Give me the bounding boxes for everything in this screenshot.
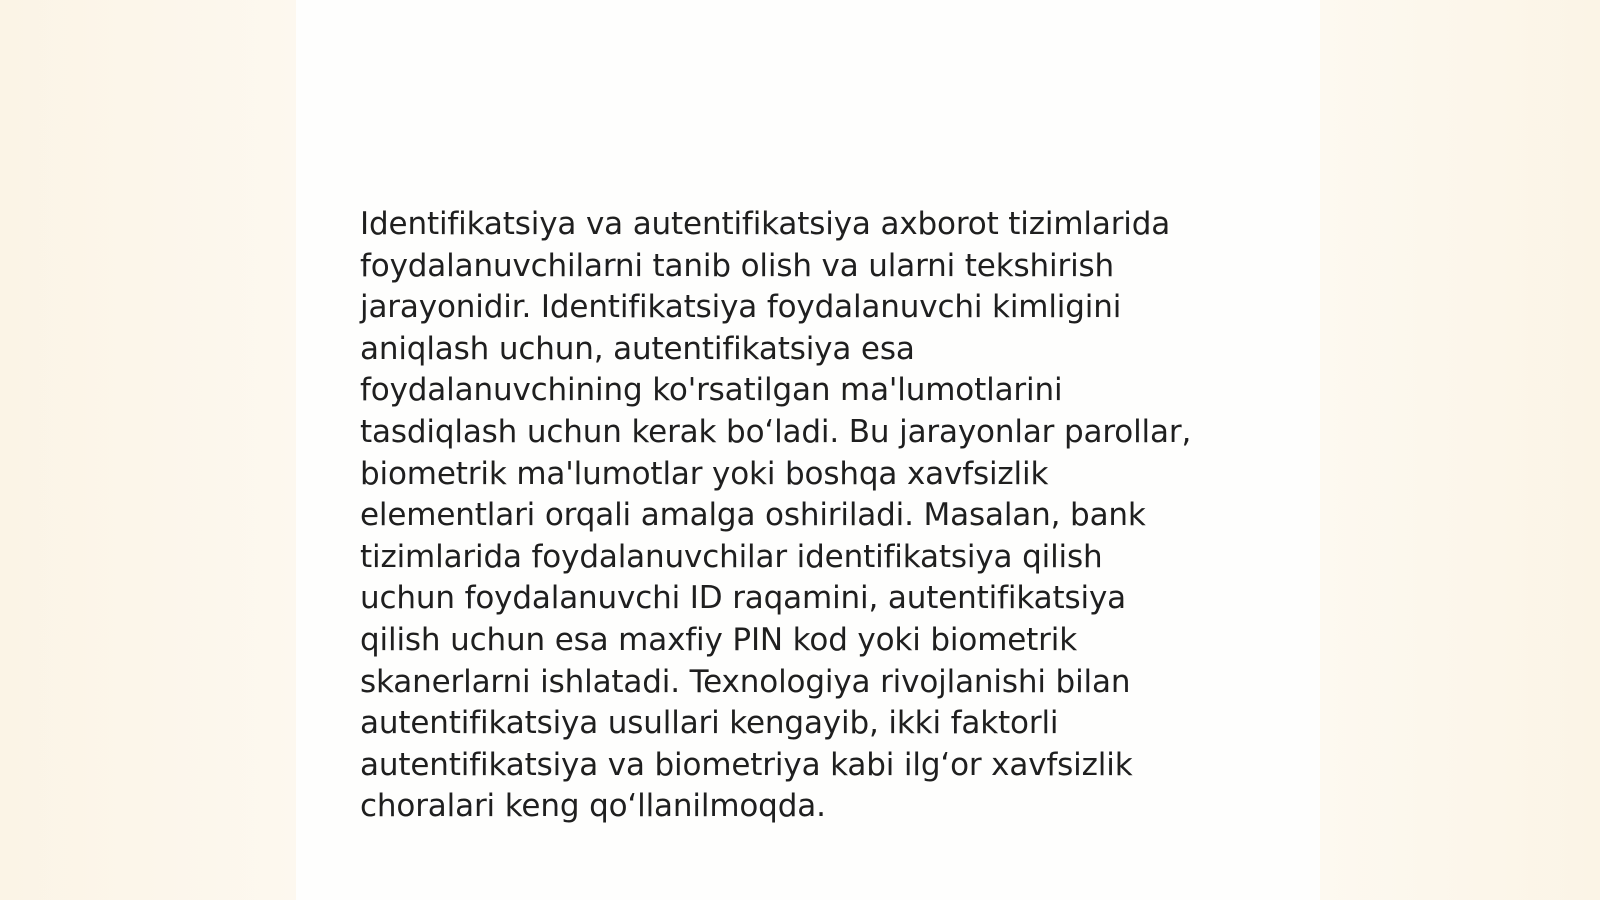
paragraph-line: foydalanuvchining ko'rsatilgan ma'lumotlarini (360, 372, 1063, 409)
paragraph-line: uchun foydalanuvchi ID raqamini, autentifikatsiya (360, 580, 1126, 617)
slide-paragraph (360, 204, 1250, 828)
paragraph-line: tizimlarida foydalanuvchilar identifikatsiya qilish (360, 538, 1103, 575)
paragraph-line: foydalanuvchilarni tanib olish va ularni tekshirish (360, 247, 1115, 284)
paragraph-line: skanerlarni ishlatadi. Texnologiya rivojlanishi bilan (360, 663, 1131, 700)
paragraph-line: aniqlash uchun, autentifikatsiya esa (360, 330, 915, 367)
paragraph-line: elementlari orqali amalga oshiriladi. Masalan, bank (360, 497, 1146, 534)
slide-page (296, 0, 1320, 900)
paragraph-line: tasdiqlash uchun kerak bo‘ladi. Bu jarayonlar parollar, (360, 413, 1192, 450)
paragraph-line: biometrik ma'lumotlar yoki boshqa xavfsizlik (360, 455, 1049, 492)
right-margin (1320, 0, 1600, 900)
left-margin (0, 0, 296, 900)
paragraph-line: autentifikatsiya usullari kengayib, ikki faktorli (360, 705, 1059, 742)
paragraph-line: qilish uchun esa maxfiy PIN kod yoki biometrik (360, 621, 1078, 658)
paragraph-line: Identifikatsiya va autentifikatsiya axborot tizimlarida (360, 206, 1171, 242)
paragraph-line: autentifikatsiya va biometriya kabi ilg‘or xavfsizlik (360, 746, 1133, 783)
paragraph-line: choralari keng qo‘llanilmoqda. (360, 788, 826, 825)
paragraph-line: jarayonidir. Identifikatsiya foydalanuvchi kimligini (360, 289, 1122, 326)
